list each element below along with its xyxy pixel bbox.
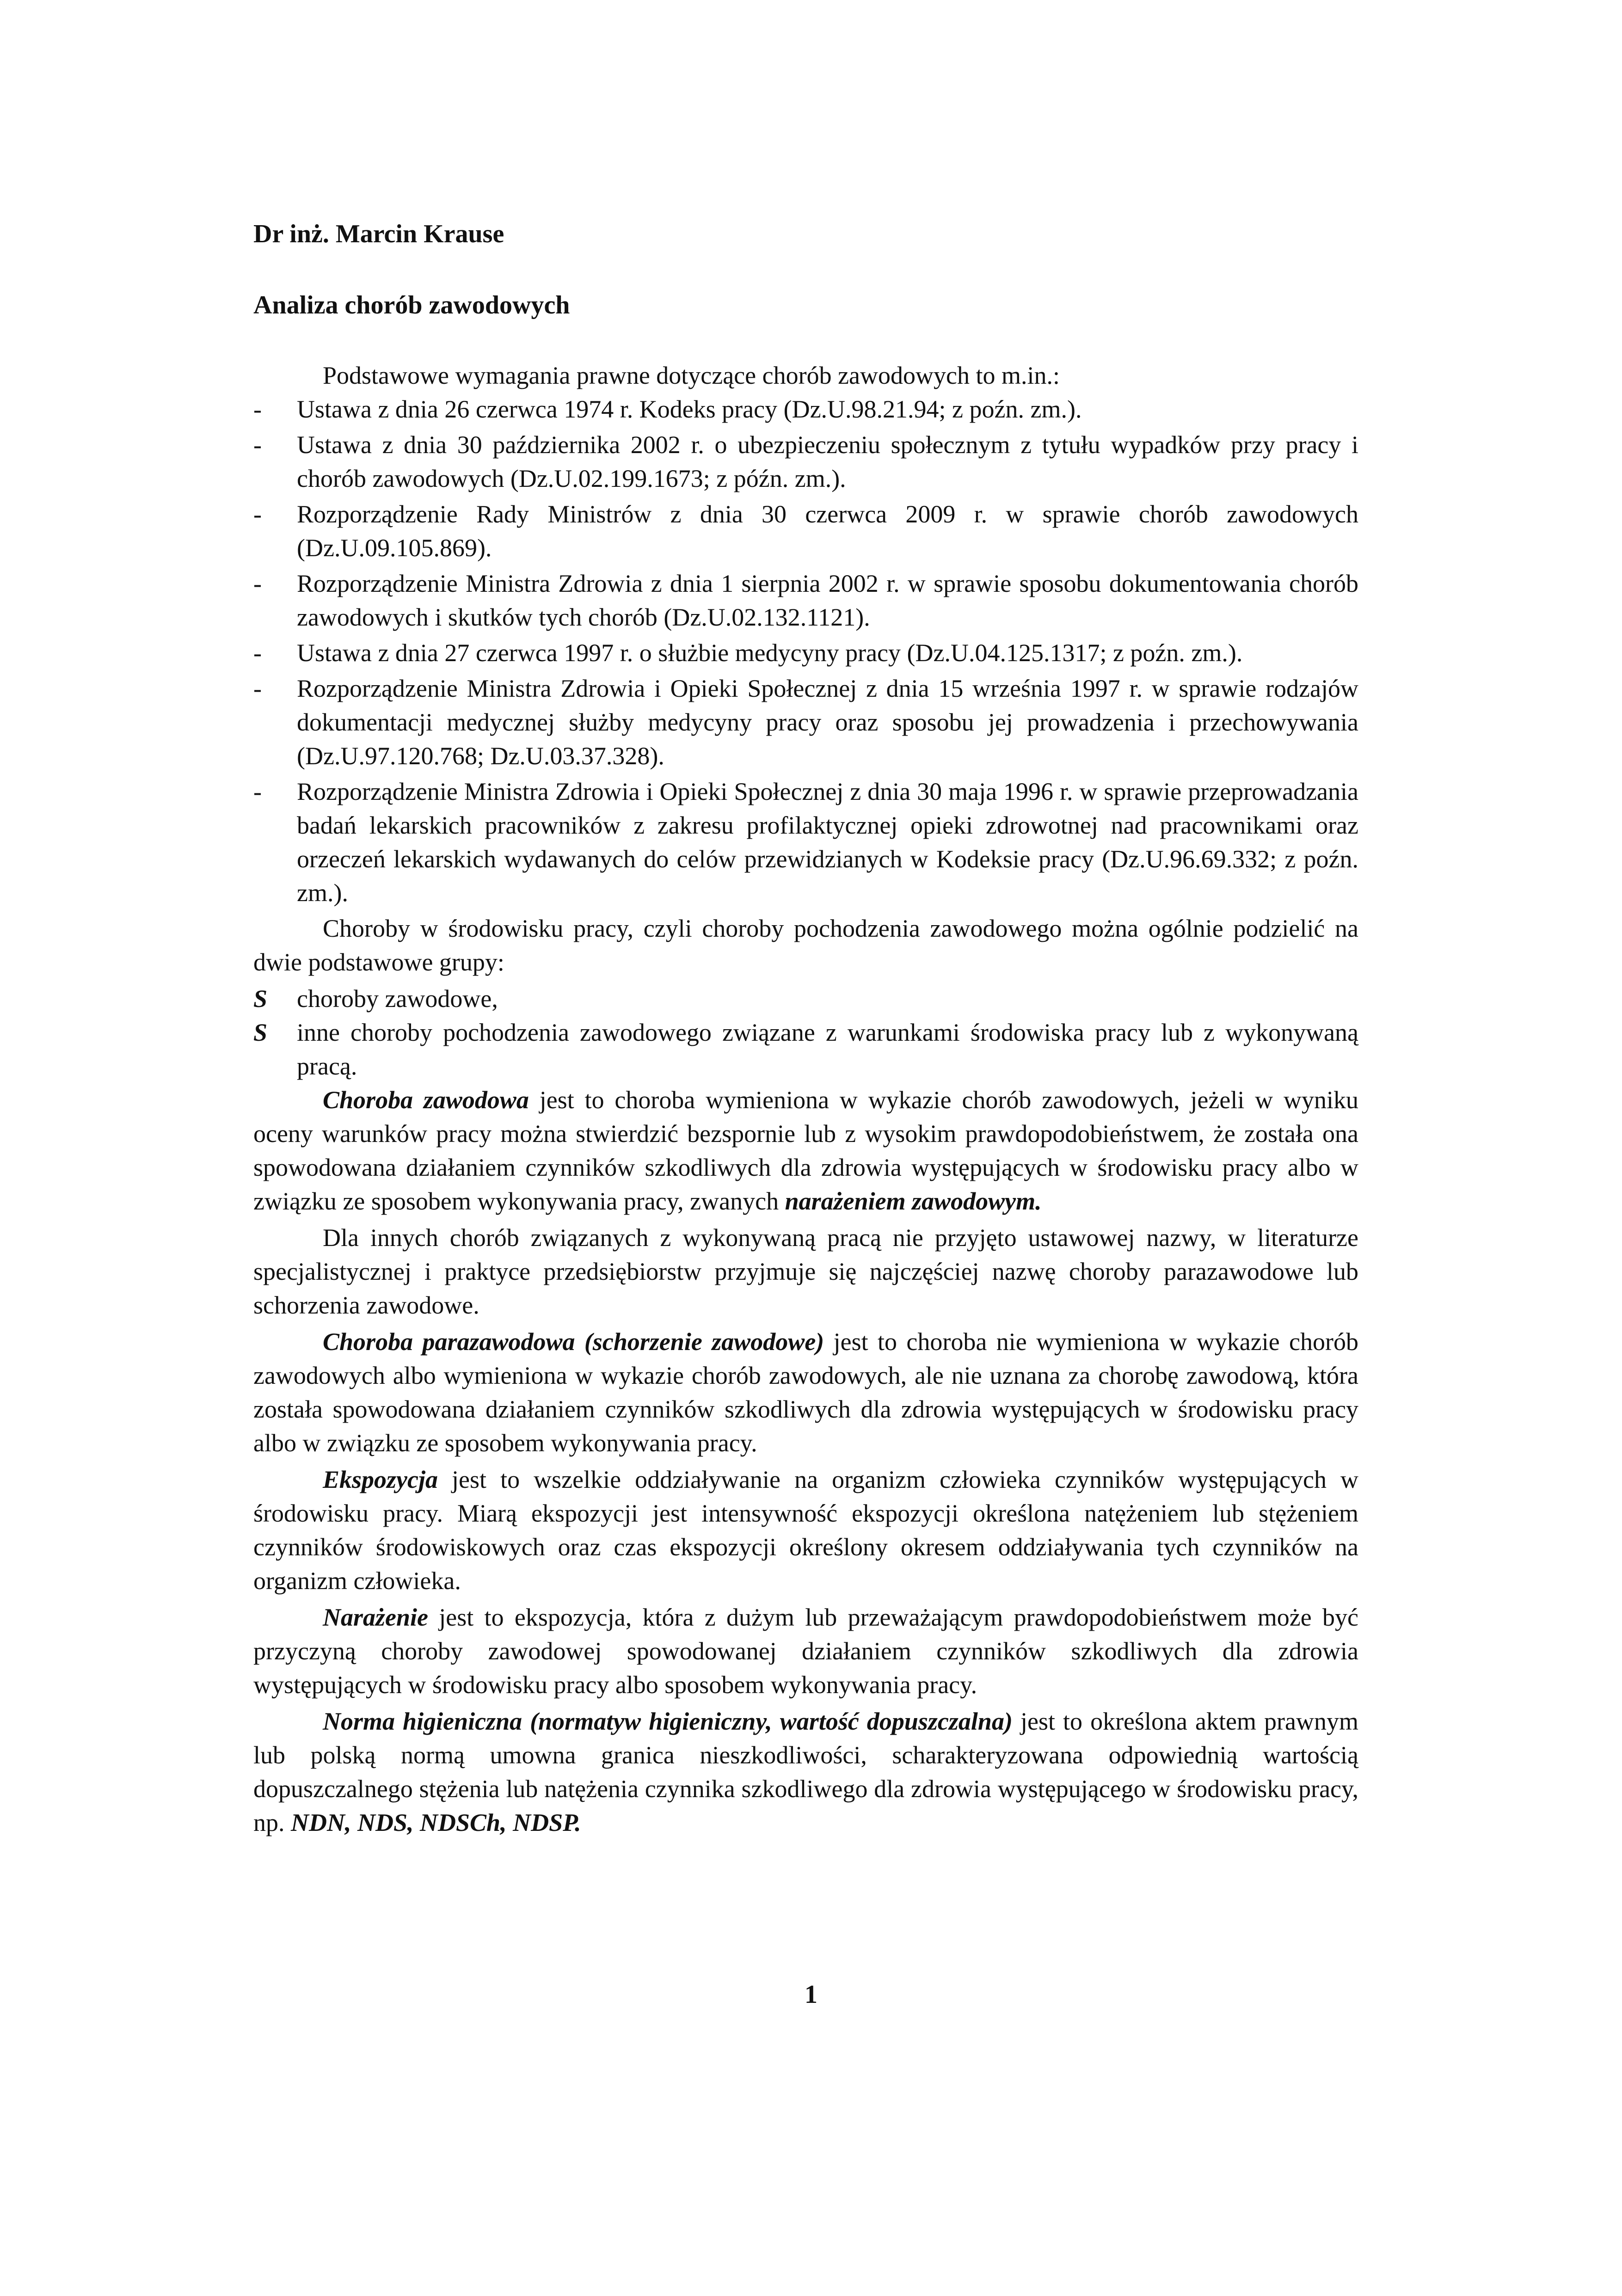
dash-marker: - bbox=[253, 570, 262, 597]
term-paraoccupational-disease: Choroba parazawodowa (schorzenie zawodowe) bbox=[323, 1328, 824, 1356]
definition-paraoccupational-disease bbox=[253, 1325, 1358, 1460]
term-hygiene-norm: Norma higieniczna (normatyw higieniczny, wartość dopuszczalna) bbox=[323, 1707, 1013, 1735]
list-item bbox=[253, 497, 1358, 565]
groups-intro-paragraph: Choroby w środowisku pracy, czyli choroby pochodzenia zawodowego można ogólnie podzielić na dwie podstawowe grupy: bbox=[253, 915, 1358, 976]
legal-acts-list bbox=[253, 393, 1358, 910]
list-item bbox=[253, 636, 1358, 670]
definition-text: jest to choroba nie wymieniona w wykazie chorób zawodowych albo wymieniona w wykazie chorób zawodowych, ale nie uznana za chorobę zawodową, która została spowodowana działaniem czynników szkodliwych dla zdrowia występujących w środowisku pracy albo w związku ze sposobem wykonywania pracy. bbox=[253, 1328, 1358, 1457]
definition-text: jest to ekspozycja, która z dużym lub przeważającym prawdopodobieństwem może być przyczyną choroby zawodowej spowodowanej działaniem czynników szkodliwych dla zdrowia występujących w środowisku pracy albo sposobem wykonywania pracy. bbox=[253, 1603, 1358, 1699]
list-item-text: choroby zawodowe, bbox=[297, 985, 498, 1013]
list-item-text: Rozporządzenie Rady Ministrów z dnia 30 czerwca 2009 r. w sprawie chorób zawodowych (Dz.U.09.105.869). bbox=[297, 500, 1358, 562]
list-item bbox=[253, 428, 1358, 496]
definition-text: jest to choroba wymieniona w wykazie chorób zawodowych, jeżeli w wyniku oceny warunków pracy można stwierdzić bezspornie lub z wysokim prawdopodobieństwem, że została ona spowodowana działaniem czynników szkodliwych dla zdrowia występujących w środowisku pracy albo w związku ze sposobem wykonywania pracy, zwanych bbox=[253, 1086, 1358, 1215]
list-item-text: Rozporządzenie Ministra Zdrowia z dnia 1 sierpnia 2002 r. w sprawie sposobu dokumentowania chorób zawodowych i skutków tych chorób (Dz.U.02.132.1121). bbox=[297, 570, 1358, 631]
list-item-text: Rozporządzenie Ministra Zdrowia i Opieki Społecznej z dnia 15 września 1997 r. w sprawie rodzajów dokumentacji medycznej służby medycyny pracy oraz sposobu jej prowadzenia i przechowywania (Dz.U.97.120.768; Dz.U.03.37.328). bbox=[297, 675, 1358, 770]
list-item-text: Ustawa z dnia 26 czerwca 1974 r. Kodeks pracy (Dz.U.98.21.94; z poźn. zm.). bbox=[297, 395, 1082, 423]
definition-occupational-disease bbox=[253, 1083, 1358, 1218]
list-item bbox=[253, 775, 1358, 910]
list-item bbox=[253, 393, 1358, 426]
dash-marker: - bbox=[253, 675, 262, 702]
term-occupational-disease: Choroba zawodowa bbox=[323, 1086, 529, 1114]
document-title: Analiza chorób zawodowych bbox=[253, 291, 570, 319]
dash-marker: - bbox=[253, 639, 262, 667]
list-item-text: Rozporządzenie Ministra Zdrowia i Opieki Społecznej z dnia 30 maja 1996 r. w sprawie przeprowadzania badań lekarskich pracowników z zakresu profilaktycznej opieki zdrowotnej nad pracownikami oraz orzeczeń lekarskich wydawanych do celów przewidzianych w Kodeksie pracy (Dz.U.96.69.332; z poźn. zm.). bbox=[297, 778, 1358, 907]
definition-hazard bbox=[253, 1601, 1358, 1702]
other-diseases-paragraph: Dla innych chorób związanych z wykonywaną pracą nie przyjęto ustawowej nazwy, w literaturze specjalistycznej i praktyce przedsiębiorstw przyjmuje się najczęściej nazwę choroby parazawodowe lub schorzenia zawodowe. bbox=[253, 1224, 1358, 1319]
disease-groups-list bbox=[253, 982, 1358, 1083]
list-item-text: Ustawa z dnia 27 czerwca 1997 r. o służbie medycyny pracy (Dz.U.04.125.1317; z poźn. zm.). bbox=[297, 639, 1243, 667]
list-item bbox=[253, 672, 1358, 773]
list-item bbox=[253, 1016, 1358, 1083]
document-page bbox=[253, 217, 1358, 1842]
list-item-text: Ustawa z dnia 30 października 2002 r. o ubezpieczeniu społecznym z tytułu wypadków przy pracy i chorób zawodowych (Dz.U.02.199.1673; z późn. zm.). bbox=[297, 431, 1358, 492]
page-number: 1 bbox=[805, 1980, 817, 2009]
term-occupational-exposure: narażeniem zawodowym. bbox=[785, 1187, 1042, 1215]
definition-exposure bbox=[253, 1463, 1358, 1598]
definition-text: jest to określona aktem prawnym lub polską normą umowna granica nieszkodliwości, scharakteryzowana odpowiednią wartością dopuszczalnego stężenia lub natężenia czynnika szkodliwego dla zdrowia występującego w środowisku pracy, np. bbox=[253, 1707, 1358, 1836]
list-item bbox=[253, 567, 1358, 634]
term-hazard: Narażenie bbox=[323, 1603, 428, 1631]
dash-marker: - bbox=[253, 431, 262, 459]
list-item-text: inne choroby pochodzenia zawodowego związane z warunkami środowiska pracy lub z wykonywaną pracą. bbox=[297, 1019, 1358, 1080]
definition-hygiene-norm bbox=[253, 1705, 1358, 1840]
intro-paragraph: Podstawowe wymagania prawne dotyczące chorób zawodowych to m.in.: bbox=[323, 362, 1060, 389]
dash-marker: - bbox=[253, 395, 262, 423]
definition-text: jest to wszelkie oddziaływanie na organizm człowieka czynników występujących w środowisku pracy. Miarą ekspozycji jest intensywność ekspozycji określona natężeniem lub stężeniem czynników środowiskowych oraz czas ekspozycji określony okresem oddziaływania tych czynników na organizm człowieka. bbox=[253, 1466, 1358, 1595]
check-marker: S bbox=[253, 1019, 268, 1046]
list-item bbox=[253, 982, 1358, 1016]
term-norm-abbreviations: NDN, NDS, NDSCh, NDSP. bbox=[291, 1809, 581, 1836]
dash-marker: - bbox=[253, 778, 262, 805]
check-marker: S bbox=[253, 985, 268, 1013]
author-name: Dr inż. Marcin Krause bbox=[253, 220, 504, 248]
term-exposure: Ekspozycja bbox=[323, 1466, 438, 1493]
dash-marker: - bbox=[253, 500, 262, 528]
